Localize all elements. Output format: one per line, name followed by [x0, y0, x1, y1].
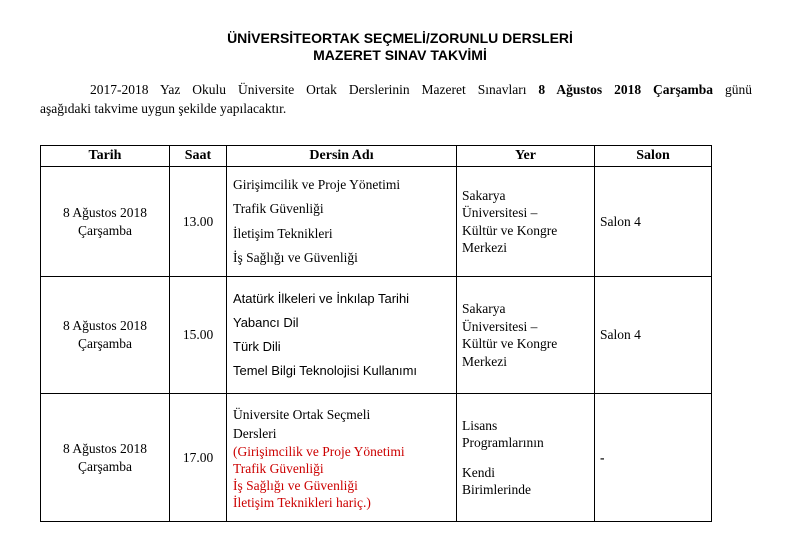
place-cell: Sakarya Üniversitesi – Kültür ve Kongre Merkezi: [457, 167, 595, 277]
header-salon: Salon: [595, 146, 712, 167]
course-cell: [227, 394, 457, 522]
header-place: Yer: [457, 146, 595, 167]
date-cell: 8 Ağustos 2018 Çarşamba: [41, 167, 170, 277]
intro-line2: aşağıdaki takvime uygun şekilde yapılacaktır.: [40, 101, 287, 116]
time-cell: 17.00: [170, 394, 227, 522]
place-cell: Sakarya Üniversitesi – Kültür ve Kongre Merkezi: [457, 277, 595, 394]
date-cell: 8 Ağustos 2018 Çarşamba: [41, 394, 170, 522]
salon-cell: Salon 4: [595, 167, 712, 277]
intro-paragraph: [40, 80, 752, 118]
time-cell: 13.00: [170, 167, 227, 277]
excluded-course: Trafik Güvenliği: [233, 460, 324, 476]
excluded-course: İş Sağlığı ve Güvenliği: [233, 477, 358, 493]
date-cell: 8 Ağustos 2018 Çarşamba: [41, 277, 170, 394]
course-name: Temel Bilgi Teknolojisi Kullanımı: [233, 363, 418, 378]
excluded-course: İletişim Teknikleri hariç.): [233, 494, 371, 510]
course-name: İş Sağlığı ve Güvenliği: [233, 250, 358, 265]
intro-text-end: günü: [713, 82, 752, 97]
course-name: Atatürk İlkeleri ve İnkılap Tarihi: [233, 291, 410, 306]
excluded-course: (Girişimcilik ve Proje Yönetimi: [233, 443, 405, 459]
table-row: [41, 277, 712, 394]
course-heading: Dersleri: [233, 425, 277, 441]
course-cell: [227, 277, 457, 394]
course-name: Trafik Güvenliği: [233, 201, 324, 216]
document-title: ÜNİVERSİTEORTAK SEÇMELİ/ZORUNLU DERSLERİ: [227, 30, 573, 46]
intro-date: 8 Ağustos 2018 Çarşamba: [538, 82, 714, 97]
course-cell: [227, 167, 457, 277]
place-cell: Lisans Programlarının Kendi Birimlerinde: [457, 394, 595, 522]
document-subtitle: MAZERET SINAV TAKVİMİ: [313, 47, 487, 63]
table-row: [41, 394, 712, 522]
header-date: Tarih: [41, 146, 170, 167]
intro-text: 2017-2018 Yaz Okulu Üniversite Ortak Derslerinin Mazeret Sınavları: [90, 82, 539, 97]
table-row: [41, 167, 712, 277]
time-cell: 15.00: [170, 277, 227, 394]
course-name: Yabancı Dil: [233, 315, 299, 330]
course-name: Girişimcilik ve Proje Yönetimi: [233, 176, 401, 192]
exam-schedule-table: [40, 145, 712, 522]
course-name: Türk Dili: [233, 339, 281, 354]
salon-cell: Salon 4: [595, 277, 712, 394]
course-heading: Üniversite Ortak Seçmeli: [233, 406, 371, 422]
course-name: İletişim Teknikleri: [233, 225, 333, 241]
header-course: Dersin Adı: [227, 146, 457, 167]
salon-cell: -: [595, 394, 712, 522]
table-header-row: [41, 146, 712, 167]
header-time: Saat: [170, 146, 227, 167]
